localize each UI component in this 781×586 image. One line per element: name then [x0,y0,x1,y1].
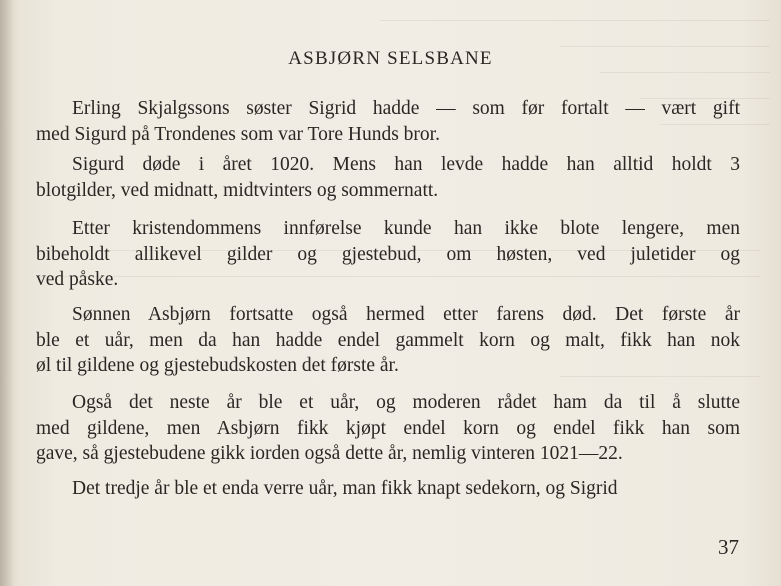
text-line: med Sigurd på Trondenes som var Tore Hunds bror. [36,123,440,145]
paragraph-5 [36,390,740,467]
text-line: blotgilder, ved midnatt, midtvinters og sommernatt. [36,179,439,201]
paragraph-2 [36,152,740,203]
text-line: Etter kristendommens innførelse kunde han ikke blote lengere, men [72,218,740,239]
page-number: 37 [718,535,739,559]
chapter-title: ASBJØRN SELSBANE [288,48,493,69]
text-line: Erling Skjalgssons søster Sigrid hadde — som før fortalt — vært gift [72,98,740,119]
text-line: ved påske. [36,269,119,290]
text-line: gave, så gjestebudene gikk iorden også dette år, nemlig vinteren 1021—22. [36,443,623,464]
paragraph-4 [36,302,740,379]
paragraph-1 [36,96,740,147]
paragraph-3 [36,216,740,293]
text-line: Sigurd døde i året 1020. Mens han levde hadde han alltid holdt 3 [72,154,740,175]
book-spine-shadow [0,0,14,586]
text-line: Sønnen Asbjørn fortsatte også hermed etter farens død. Det første år [72,304,740,325]
text-line: bibeholdt allikevel gilder og gjestebud, om høsten, ved juletider og [36,243,740,265]
text-line: Det tredje år ble et enda verre uår, man fikk knapt sedekorn, og Sigrid [72,478,618,499]
text-line: øl til gildene og gjestebudskosten det første år. [36,355,399,376]
text-line: med gildene, men Asbjørn fikk kjøpt endel korn og endel fikk han som [36,417,740,439]
text-line: ble et uår, men da han hadde endel gammelt korn og malt, fikk han nok [36,329,740,351]
paragraph-6 [36,476,740,502]
text-line: Også det neste år ble et uår, og moderen rådet ham da til å slutte [72,392,740,413]
